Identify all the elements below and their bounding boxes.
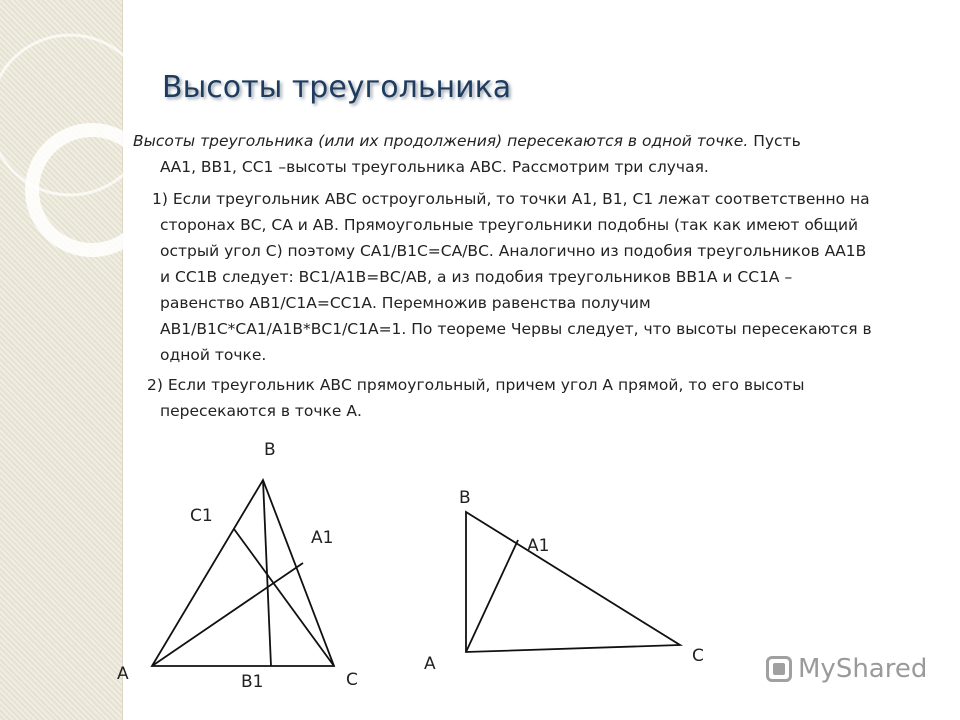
case-1-line: одной точке. <box>160 346 267 364</box>
slide-title: Высоты треугольника <box>162 70 512 105</box>
altitude-aa1 <box>152 563 303 666</box>
label-b-right: В <box>459 488 471 508</box>
watermark-text: MyShared <box>798 654 928 684</box>
label-c1: С1 <box>190 506 213 526</box>
label-a: А <box>117 664 129 684</box>
case-1-line: АВ1/В1С*СА1/А1В*ВС1/С1А=1. По теореме Червы следует, что высоты пересекаются в <box>160 320 872 338</box>
case-1-line: и СС1В следует: ВС1/А1В=ВС/АВ, а из подобия треугольников ВВ1А и СС1А – <box>160 268 793 286</box>
myshared-logo-icon <box>766 656 792 682</box>
intro-line-2: АА1, ВВ1, СС1 –высоты треугольника АВС. Рассмотрим три случая. <box>160 158 709 176</box>
case-1-line: 1) Если треугольник АВС остроугольный, то точки А1, В1, С1 лежат соответственно на <box>152 190 870 208</box>
case-2-number: 2) <box>147 376 163 394</box>
case-2-line: 2) Если треугольник АВС прямоугольный, причем угол А прямой, то его высоты <box>147 376 805 394</box>
acute-triangle-figure <box>152 480 334 666</box>
label-a-right: А <box>424 654 436 674</box>
case-1-line: сторонах ВС, СА и АВ. Прямоугольные треугольники подобны (так как имеют общий <box>160 216 859 234</box>
case-1-number: 1) <box>152 190 168 208</box>
label-c-right: С <box>692 646 704 666</box>
label-b1: В1 <box>241 672 264 692</box>
label-c: С <box>346 670 358 690</box>
right-triangle-figure <box>466 512 680 652</box>
intro-continuation: Пусть <box>748 132 801 150</box>
altitude-cc1 <box>234 529 334 666</box>
case-2-line: пересекаются в точке А. <box>160 402 362 420</box>
theorem-statement: Высоты треугольника (или их продолжения) пересекаются в одной точке. <box>133 132 749 150</box>
label-b: В <box>264 440 276 460</box>
altitude-aa1-right <box>466 540 518 652</box>
label-a1: А1 <box>311 528 334 548</box>
label-a1-right: А1 <box>527 536 550 556</box>
triangle-abc <box>152 480 334 666</box>
watermark <box>766 654 927 684</box>
case-1-line: равенство АВ1/С1А=СС1А. Перемножив равенства получим <box>160 294 651 312</box>
case-1-line: острый угол С) поэтому СА1/В1С=СА/ВС. Аналогично из подобия треугольников АА1В <box>160 242 867 260</box>
